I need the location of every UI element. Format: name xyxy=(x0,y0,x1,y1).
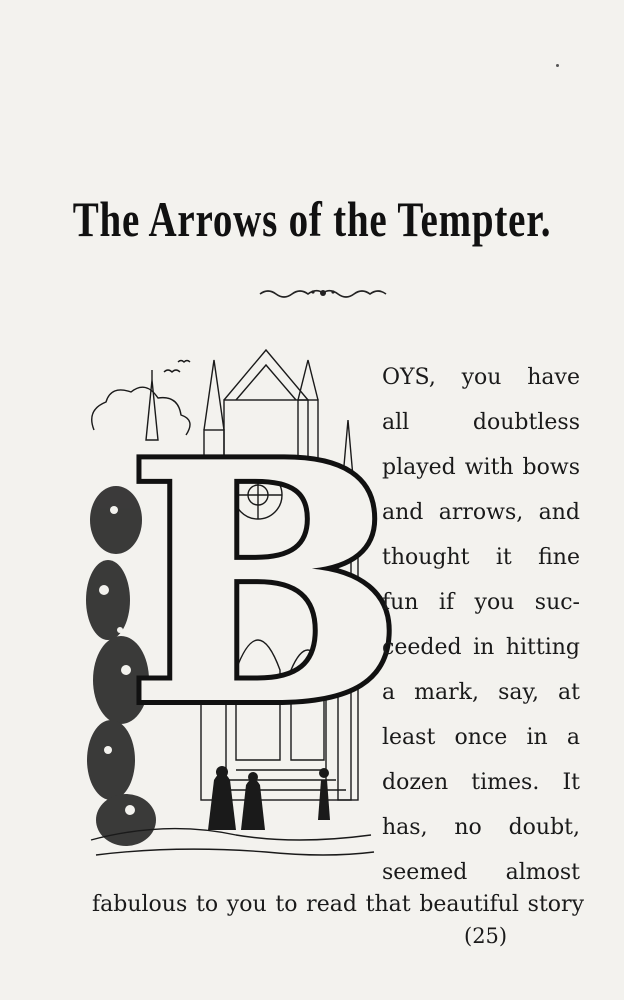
drop-cap-letter: B xyxy=(126,390,405,778)
full-width-text-line: fabulous to you to read that beautiful story xyxy=(92,892,584,917)
chapter-title: The Arrows of the Tempter. xyxy=(72,191,552,247)
text-line: seemed almost xyxy=(382,860,580,885)
text-line: played with bows xyxy=(382,455,580,480)
text-line: ceeded in hitting xyxy=(382,635,580,660)
illuminated-initial-illustration xyxy=(86,340,405,870)
text-line: fun if you suc- xyxy=(382,590,580,615)
text-line: dozen times. It xyxy=(382,770,580,795)
text-line: and arrows, and xyxy=(382,500,580,525)
title-ornament xyxy=(258,286,388,300)
text-line: thought it fine xyxy=(382,545,580,570)
text-line: has, no doubt, xyxy=(382,815,580,840)
text-line: OYS, you have xyxy=(382,365,580,390)
ink-speck xyxy=(556,64,559,67)
text-line: a mark, say, at xyxy=(382,680,580,705)
body-column xyxy=(382,355,580,895)
text-line: all doubtless xyxy=(382,410,580,435)
page-number: (25) xyxy=(464,924,508,948)
text-line: least once in a xyxy=(382,725,580,750)
